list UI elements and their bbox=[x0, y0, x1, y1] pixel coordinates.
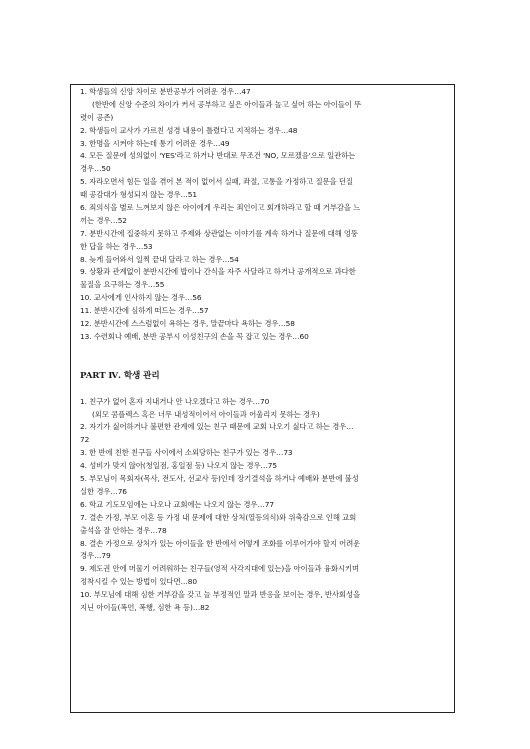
list-item-text: 13. 수련회나 예배, 분반 공부시 이성친구의 손을 꼭 잡고 있는 경우…60 bbox=[80, 331, 309, 341]
list-item-text: 9. 상황과 관계없이 분반시간에 밥이나 간식을 자주 사달라고 하거나 공개적으로 과다한 bbox=[80, 267, 356, 277]
list-item bbox=[80, 150, 450, 176]
list-item bbox=[80, 460, 450, 473]
list-item bbox=[80, 421, 450, 447]
list-item-text: 10. 부모님에 대해 심한 거부감을 갖고 늘 부정적인 말과 반응을 보이는 경우, 반사회성을 bbox=[80, 590, 361, 600]
list-item-text: 4. 성비가 맞지 않아(청일점, 홍일점 등) 나오지 않는 경우…75 bbox=[80, 461, 277, 471]
list-item bbox=[80, 318, 450, 331]
list-item bbox=[80, 563, 450, 589]
list-item-text: 3. 한명을 시켜야 하는데 통기 어려운 경우…49 bbox=[80, 138, 230, 148]
list-item-text: 4. 모든 질문에 성의없이 'YES'라고 하거나 반대로 무조건 'NO, 모르겠음'으로 일관하는 bbox=[80, 151, 356, 161]
list-item bbox=[80, 228, 450, 254]
list-item bbox=[80, 292, 450, 305]
section-spacer bbox=[80, 344, 450, 370]
list-item bbox=[80, 499, 450, 512]
list-item bbox=[80, 202, 450, 228]
list-item-text: 지닌 아이들(폭언, 폭행, 심한 욕 등)…82 bbox=[80, 602, 210, 612]
list-item-text: 렷이 공존) bbox=[80, 112, 114, 122]
list-item-text: (외모 콤플렉스 혹은 너무 내성적이어서 아이들과 어울리지 못하는 경우) bbox=[92, 409, 320, 419]
list-item-text: 경우…50 bbox=[80, 164, 111, 174]
list-item-text: 8. 결손 가정으로 상처가 있는 아이들을 한 반에서 어떻게 조화를 이루어가야 할지 어려운 bbox=[80, 538, 361, 548]
list-item-text: 12. 분반시간에 스스럼없이 욕하는 경우, 말끝마다 욕하는 경우…58 bbox=[80, 319, 295, 329]
list-item bbox=[80, 538, 450, 564]
list-item-text: 72 bbox=[80, 435, 90, 445]
list-item-text: 때 공감대가 형성되지 않는 경우…51 bbox=[80, 190, 198, 200]
list-item bbox=[80, 86, 450, 125]
list-item bbox=[80, 396, 450, 422]
list-item-text: 11. 분반시간에 심하게 떠드는 경우…57 bbox=[80, 306, 209, 316]
list-item bbox=[80, 512, 450, 538]
list-item bbox=[80, 125, 450, 138]
list-item-text: 3. 한 반에 친한 친구들 사이에서 소외당하는 친구가 있는 경우…73 bbox=[80, 448, 293, 458]
list-item bbox=[80, 266, 450, 292]
list-item bbox=[80, 138, 450, 151]
list-item-text: 경우…79 bbox=[80, 551, 111, 561]
part4-list bbox=[80, 396, 450, 615]
list-item bbox=[80, 331, 450, 344]
list-item-text: 6. 죄의식을 별로 느껴보지 않은 아이에게 우리는 죄인이고 회개하라고 할 때 거부감을 느 bbox=[80, 203, 361, 213]
list-item-text: 7. 분반시간에 집중하지 못하고 주제와 상관없는 이야기를 계속 하거나 질문에 대해 엉뚱 bbox=[80, 228, 358, 238]
list-item bbox=[80, 447, 450, 460]
list-item-text: (한반에 신앙 수준의 차이가 커서 공부하고 싶은 아이들과 놀고 싶어 하는 아이들이 뚜 bbox=[92, 99, 362, 109]
list-item bbox=[80, 254, 450, 267]
list-item-text: 8. 늦게 들어와서 일찍 끝내 달라고 하는 경우…54 bbox=[80, 254, 239, 264]
list-item-text: 출석을 잘 안하는 경우…78 bbox=[80, 525, 167, 535]
document-content bbox=[80, 86, 450, 615]
part3-list bbox=[80, 86, 450, 344]
list-item-text: 2. 자기가 싫어하거나 불편한 관계에 있는 친구 때문에 교회 나오기 싫다고 하는 경우… bbox=[80, 422, 354, 432]
list-item-text: 2. 학생들이 교사가 가르친 성경 내용이 틀렸다고 지적하는 경우…48 bbox=[80, 125, 298, 135]
list-item bbox=[80, 589, 450, 615]
list-item-text: 한 답을 하는 경우…53 bbox=[80, 241, 153, 251]
list-item-text: 5. 자라오면서 힘든 일을 겪어 본 적이 없어서 실패, 좌절, 고통을 가정하고 질문을 던질 bbox=[80, 177, 353, 187]
section-title: PART Ⅳ. 학생 관리 bbox=[80, 370, 160, 381]
list-item-text: 5. 부모님이 목회자(목사, 전도사, 선교사 등)인데 장기결석을 하거나 예배와 분반에 불성 bbox=[80, 474, 359, 484]
section-spacer bbox=[80, 383, 450, 396]
list-item-text: 9. 제도권 안에 머물기 어려워하는 친구들(영적 사각지대에 있는)을 아이들과 융화시키며 bbox=[80, 564, 360, 574]
list-item bbox=[80, 473, 450, 499]
list-item-text: 1. 학생들의 신앙 차이로 분반공부가 어려운 경우…47 bbox=[80, 87, 251, 96]
list-item-text: 6. 학교 기도모임에는 나오나 교회에는 나오지 않는 경우…77 bbox=[80, 499, 274, 509]
list-item-text: 끼는 경우…52 bbox=[80, 215, 127, 225]
list-item-text: 1. 친구가 없어 혼자 지내거나 안 나오겠다고 하는 경우…70 bbox=[80, 396, 270, 406]
list-item-text: 정착시킬 수 있는 방법이 있다면…80 bbox=[80, 577, 198, 587]
list-item-text: 10. 교사에게 인사하지 않는 경우…56 bbox=[80, 293, 202, 303]
list-item-text: 7. 결손 가정, 부모 이혼 등 가정 내 문제에 대한 상처(열등의식)와 위축감으로 인해 교회 bbox=[80, 512, 357, 522]
list-item bbox=[80, 305, 450, 318]
list-item bbox=[80, 176, 450, 202]
list-item-text: 물질을 요구하는 경우…55 bbox=[80, 280, 165, 290]
list-item-text: 실한 경우…76 bbox=[80, 486, 127, 496]
